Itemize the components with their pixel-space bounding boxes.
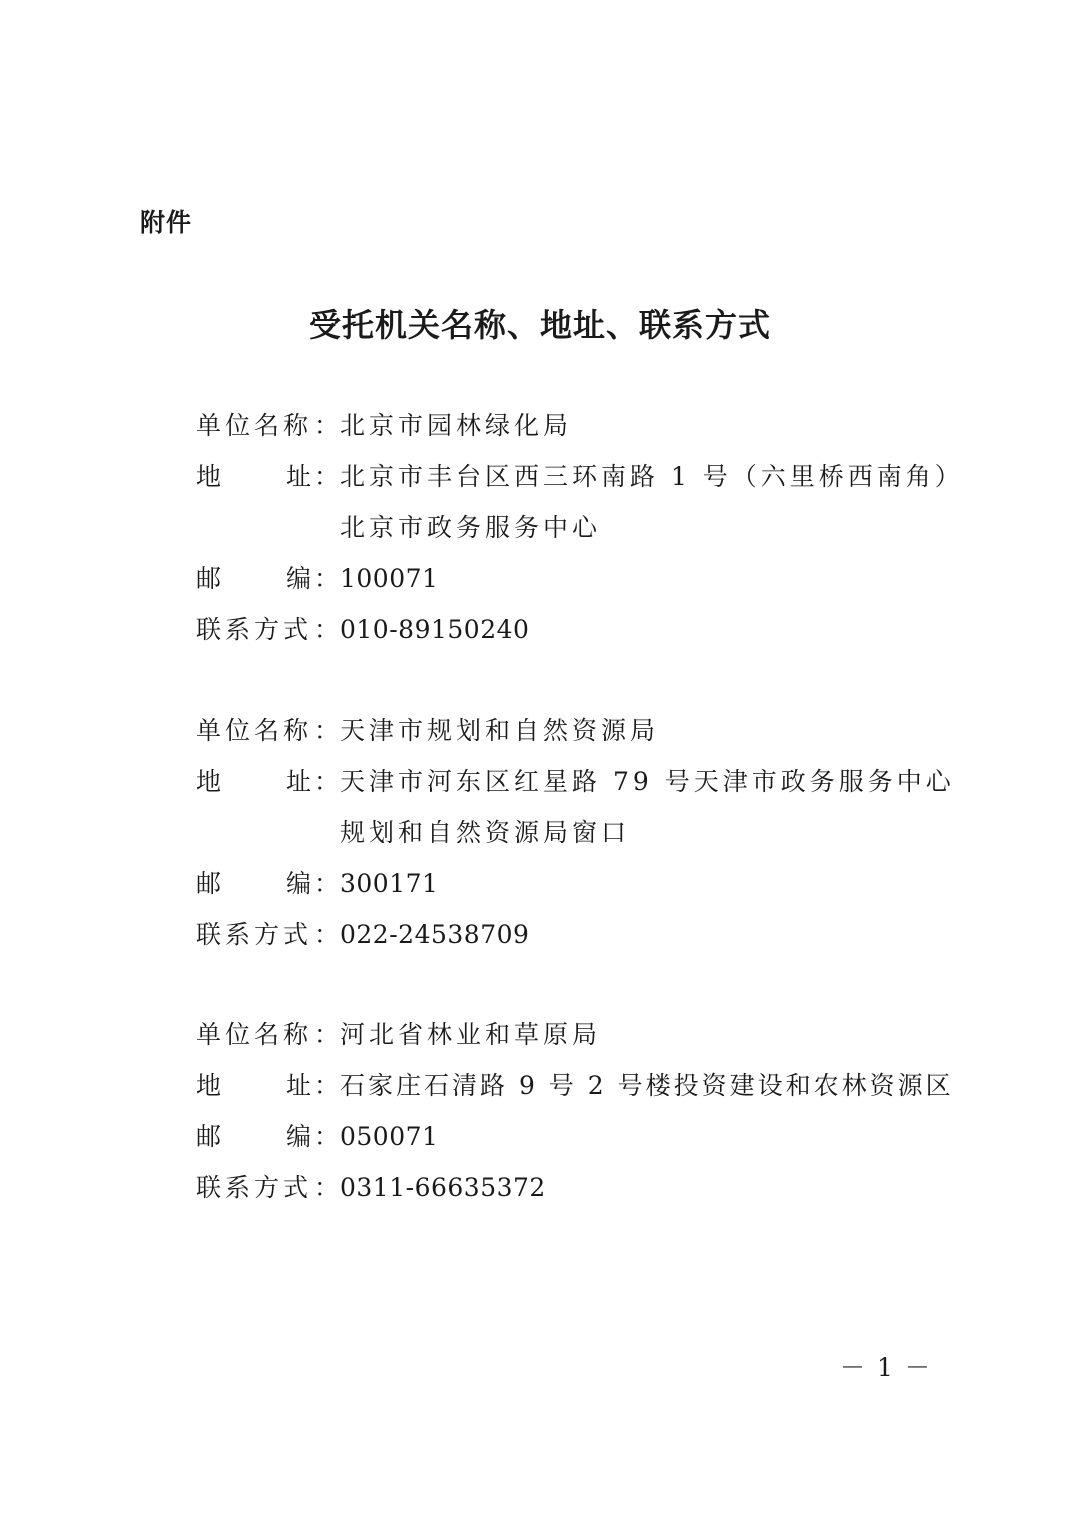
colon: ： xyxy=(314,767,340,796)
contact-label: 联系方式 xyxy=(196,920,313,949)
contact-label: 联系方式 xyxy=(196,615,313,644)
colon: ： xyxy=(314,411,340,440)
unit-name-label: 单位名称 xyxy=(196,411,313,440)
address-label: 地 址 xyxy=(196,462,312,491)
colon: ： xyxy=(314,1020,340,1049)
postcode-label: 邮 编 xyxy=(196,1122,312,1151)
postcode-label: 邮 编 xyxy=(196,564,312,593)
unit-name-value: 天津市规划和自然资源局 xyxy=(340,716,660,745)
postcode-value: 050071 xyxy=(340,1122,439,1151)
colon: ： xyxy=(314,615,340,644)
unit-name-label: 单位名称 xyxy=(196,716,313,745)
contact-value: 010-89150240 xyxy=(340,615,530,644)
attachment-label: 附件 xyxy=(140,208,193,237)
colon: ： xyxy=(314,920,340,949)
address-value-line2: 北京市政务服务中心 xyxy=(340,513,602,542)
colon: ： xyxy=(314,869,340,898)
colon: ： xyxy=(314,1122,340,1151)
colon: ： xyxy=(314,564,340,593)
colon: ： xyxy=(314,1071,340,1100)
contact-value: 022-24538709 xyxy=(340,920,530,949)
contact-value: 0311-66635372 xyxy=(340,1173,546,1202)
address-value-line1: 石家庄石清路 9 号 2 号楼投资建设和农林资源区 xyxy=(340,1071,954,1100)
unit-name-value: 北京市园林绿化局 xyxy=(340,411,573,440)
postcode-label: 邮 编 xyxy=(196,869,312,898)
colon: ： xyxy=(314,1173,340,1202)
contact-label: 联系方式 xyxy=(196,1173,313,1202)
address-value-line2: 规划和自然资源局窗口 xyxy=(340,818,631,847)
postcode-value: 300171 xyxy=(340,869,439,898)
unit-name-value: 河北省林业和草原局 xyxy=(340,1020,602,1049)
address-value-line1: 天津市河东区红星路 79 号天津市政务服务中心 xyxy=(340,767,955,796)
colon: ： xyxy=(314,716,340,745)
address-value-line1: 北京市丰台区西三环南路 1 号（六里桥西南角） xyxy=(340,462,964,491)
address-label: 地 址 xyxy=(196,767,312,796)
document-title: 受托机关名称、地址、联系方式 xyxy=(308,306,771,344)
postcode-value: 100071 xyxy=(340,564,439,593)
address-label: 地 址 xyxy=(196,1071,312,1100)
colon: ： xyxy=(314,462,340,491)
page-number: －1－ xyxy=(840,1353,942,1382)
unit-name-label: 单位名称 xyxy=(196,1020,313,1049)
